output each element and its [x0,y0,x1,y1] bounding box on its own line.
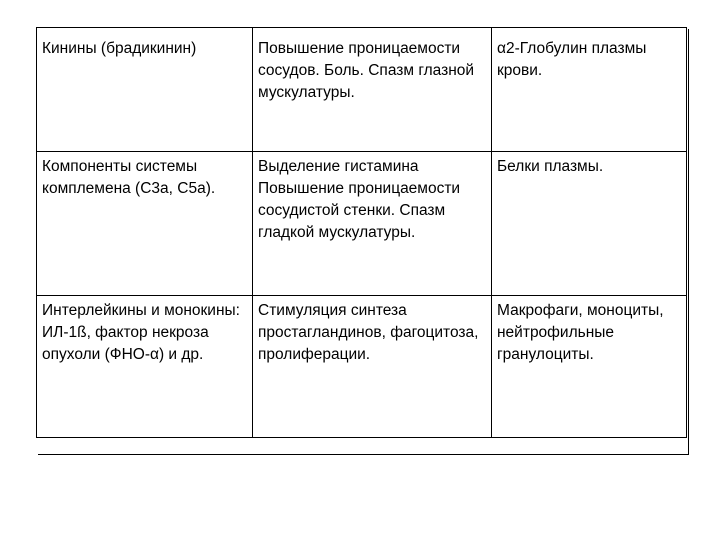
effect-cell: Повышение проницаемости сосудов. Боль. Спазм глазной мускулатуры. [253,28,492,152]
table-row [37,152,687,296]
mediator-cell: Интерлейкины и монокины: ИЛ-1ß, фактор некроза опухоли (ФНО-α) и др. [37,296,253,438]
table-row [37,296,687,438]
effect-cell: Стимуляция синтеза простагландинов, фагоцитоза, пролиферации. [253,296,492,438]
mediators-table [36,27,687,438]
table-row [37,28,687,152]
source-cell: Макрофаги, моноциты, нейтрофильные гранулоциты. [492,296,687,438]
source-cell: Белки плазмы. [492,152,687,296]
mediator-cell: Кинины (брадикинин) [37,28,253,152]
source-cell: α2-Глобулин плазмы крови. [492,28,687,152]
effect-cell: Выделение гистамина Повышение проницаемости сосудистой стенки. Спазм гладкой мускулатуры. [253,152,492,296]
mediator-cell: Компоненты системы комплемена (С3а, С5а). [37,152,253,296]
